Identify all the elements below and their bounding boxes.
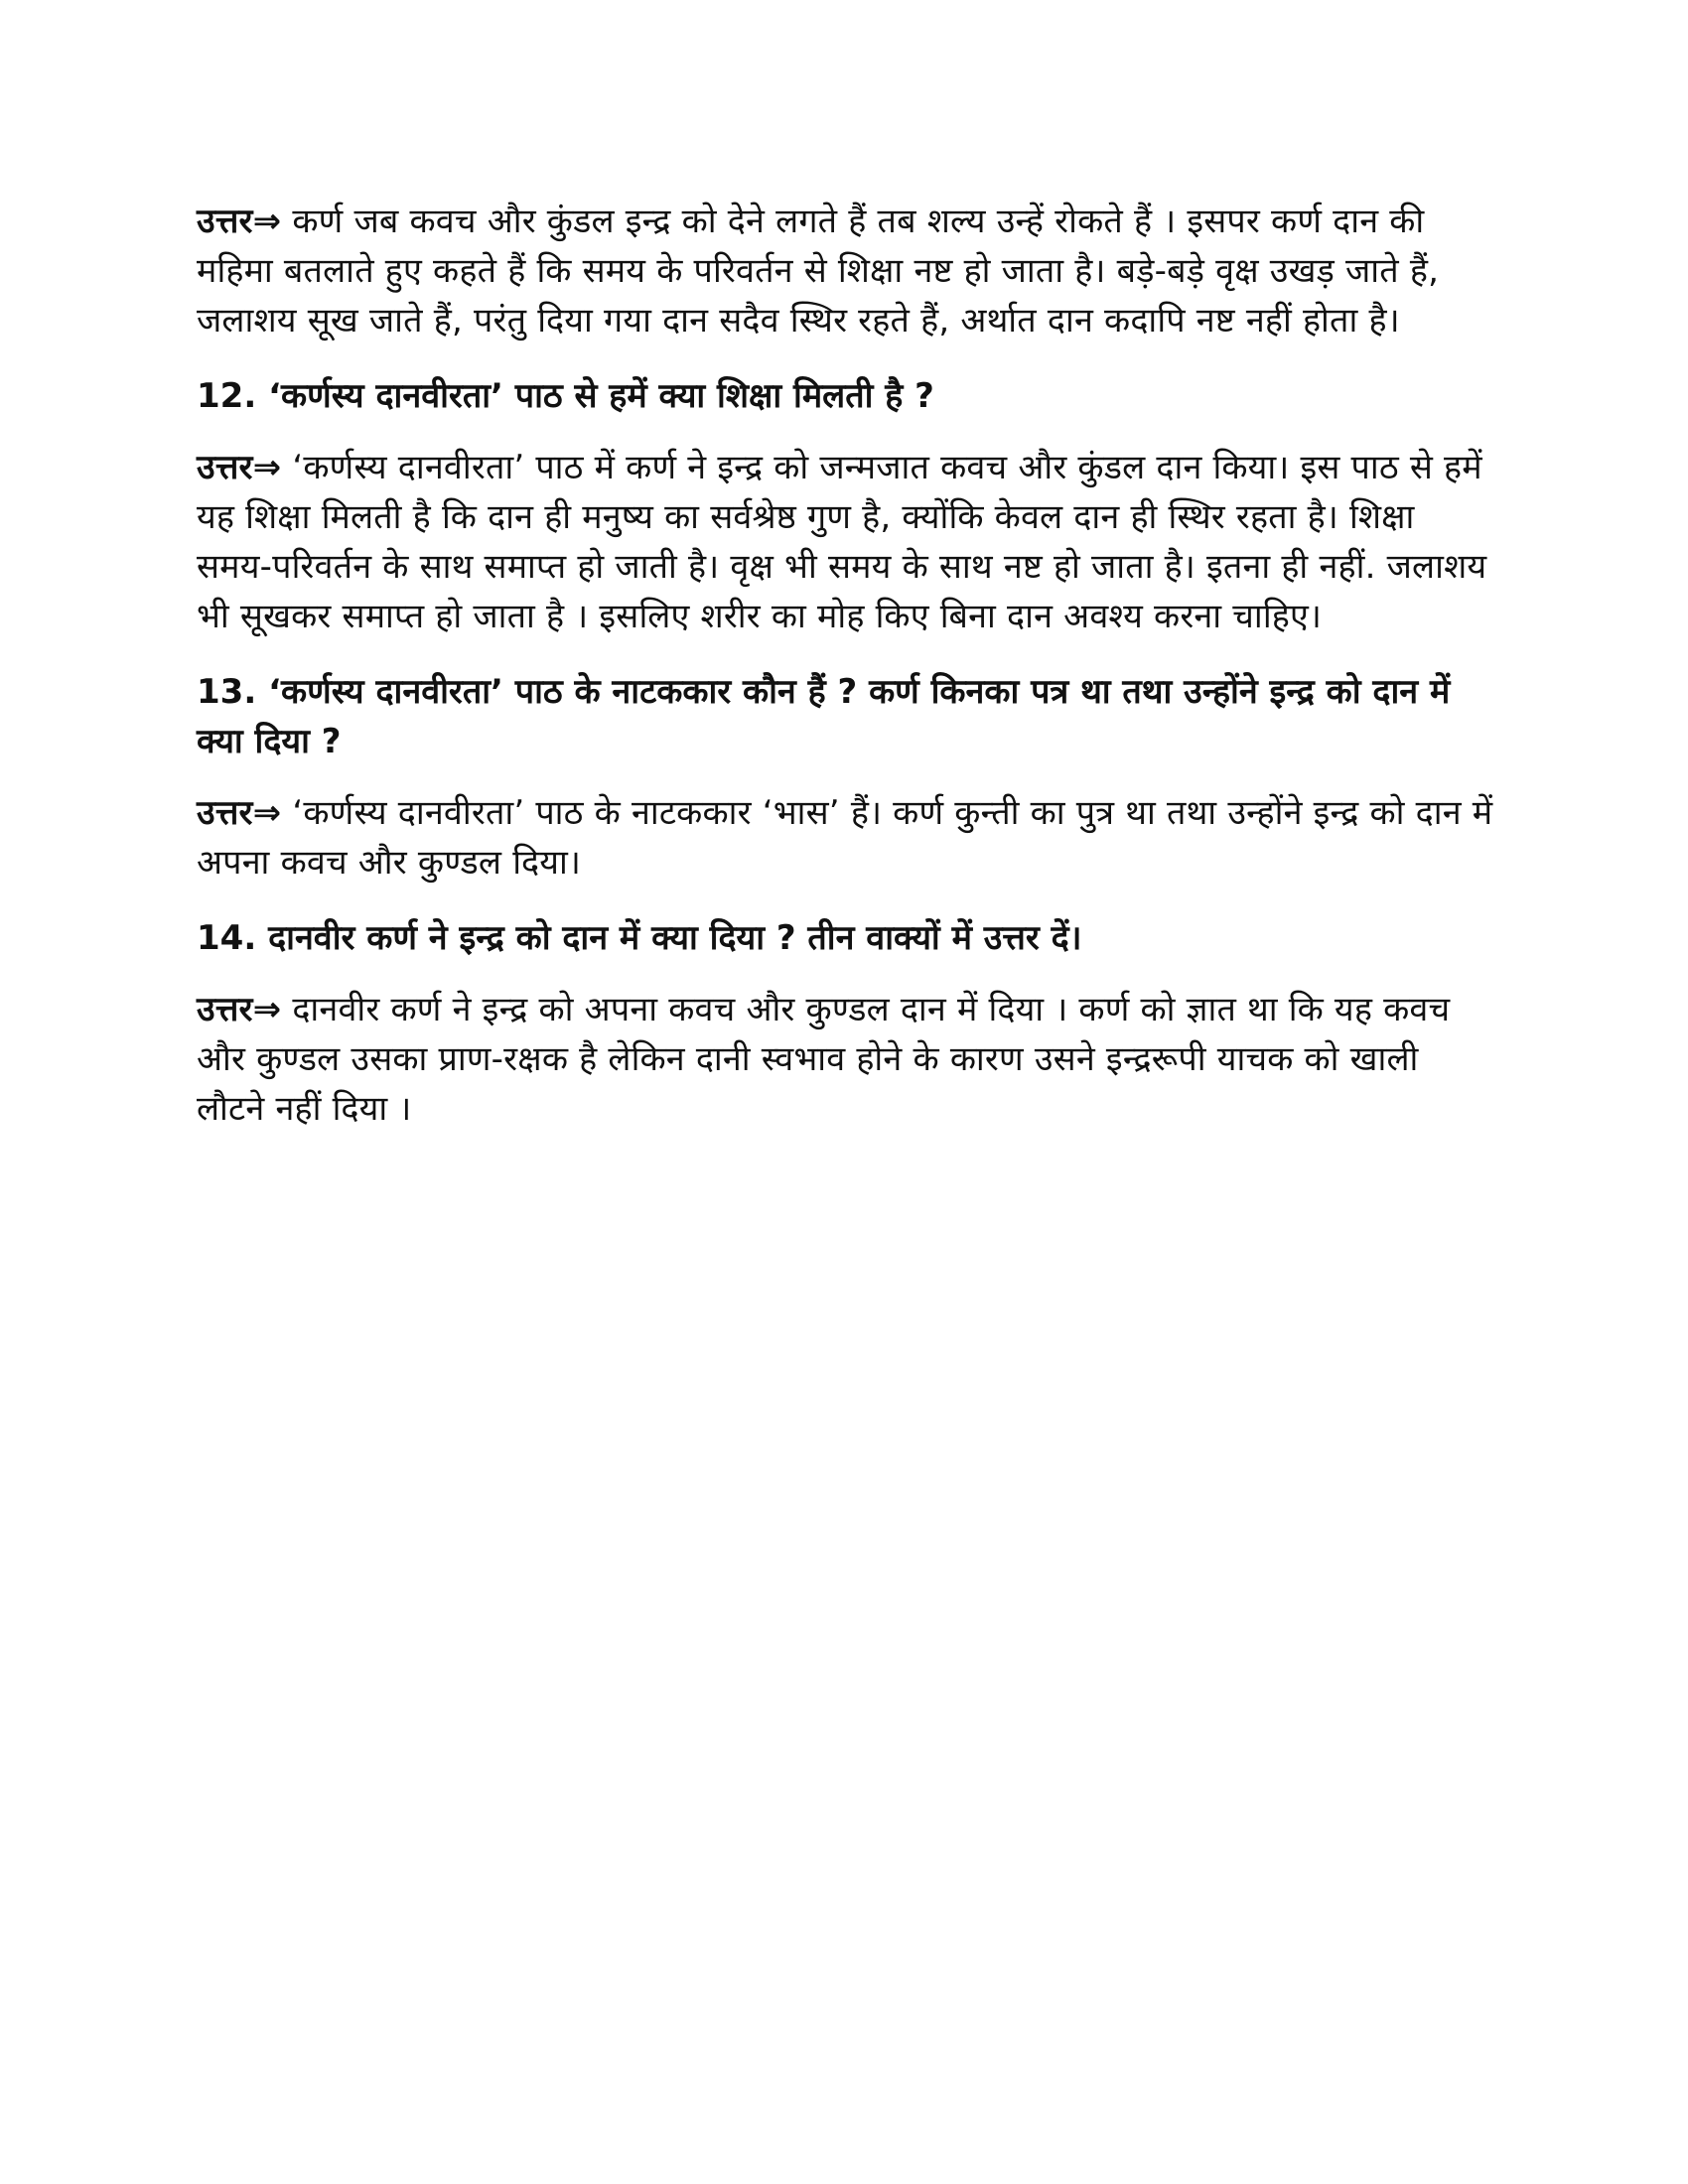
question-number: 14. (197, 918, 257, 958)
question-text: दानवीर कर्ण ने इन्द्र को दान में क्या दिया ? तीन वाक्यों में उत्तर दें। (268, 918, 1082, 958)
question-13 (197, 667, 1497, 766)
answer-13 (197, 788, 1497, 887)
question-text: ‘कर्णस्य दानवीरता’ पाठ के नाटककार कौन हैं ? कर्ण किनका पत्र था तथा उन्होंने इन्द्र को दान में क्या दिया ? (197, 672, 1451, 761)
answer-text: कर्ण जब कवच और कुंडल इन्द्र को देने लगते हैं तब शल्य उन्हें रोकते हैं । इसपर कर्ण दान की महिमा बतलाते हुए कहते हैं कि समय के परिवर्तन से शिक्षा नष्ट हो जाता है। बड़े-बड़े वृक्ष उखड़ जाते हैं, जलाशय सूख जाते हैं, परंतु दिया गया दान सदैव स्थिर रहते हैं, अर्थात दान कदापि नष्ट नहीं होता है। (197, 202, 1440, 341)
document-page (197, 197, 1497, 1160)
question-14 (197, 913, 1497, 963)
answer-14 (197, 985, 1497, 1134)
answer-text: दानवीर कर्ण ने इन्द्र को अपना कवच और कुण्डल दान में दिया । कर्ण को ज्ञात था कि यह कवच और कुण्डल उसका प्राण-रक्षक है लेकिन दानी स्वभाव होने के कारण उसने इन्द्ररूपी याचक को खाली लौटने नहीं दिया । (197, 990, 1451, 1129)
answer-label: उत्तर⇒ (197, 793, 282, 833)
answer-11 (197, 197, 1497, 345)
answer-text: ‘कर्णस्य दानवीरता’ पाठ में कर्ण ने इन्द्र को जन्मजात कवच और कुंडल दान किया। इस पाठ से हमें यह शिक्षा मिलती है कि दान ही मनुष्य का सर्वश्रेष्ठ गुण है, क्योंकि केवल दान ही स्थिर रहता है। शिक्षा समय-परिवर्तन के साथ समाप्त हो जाती है। वृक्ष भी समय के साथ नष्ट हो जाता है। इतना ही नहीं. जलाशय भी सूखकर समाप्त हो जाता है । इसलिए शरीर का मोह किए बिना दान अवश्य करना चाहिए। (197, 448, 1487, 636)
answer-label: उत्तर⇒ (197, 990, 282, 1029)
question-text: ‘कर्णस्य दानवीरता’ पाठ से हमें क्या शिक्षा मिलती है ? (268, 376, 934, 416)
answer-label: उत्तर⇒ (197, 202, 282, 241)
question-12 (197, 371, 1497, 421)
question-number: 13. (197, 672, 257, 712)
answer-12 (197, 443, 1497, 641)
question-number: 12. (197, 376, 257, 416)
answer-text: ‘कर्णस्य दानवीरता’ पाठ के नाटककार ‘भास’ हैं। कर्ण कुन्ती का पुत्र था तथा उन्होंने इन्द्र को दान में अपना कवच और कुण्डल दिया। (197, 793, 1493, 883)
answer-label: उत्तर⇒ (197, 448, 282, 487)
